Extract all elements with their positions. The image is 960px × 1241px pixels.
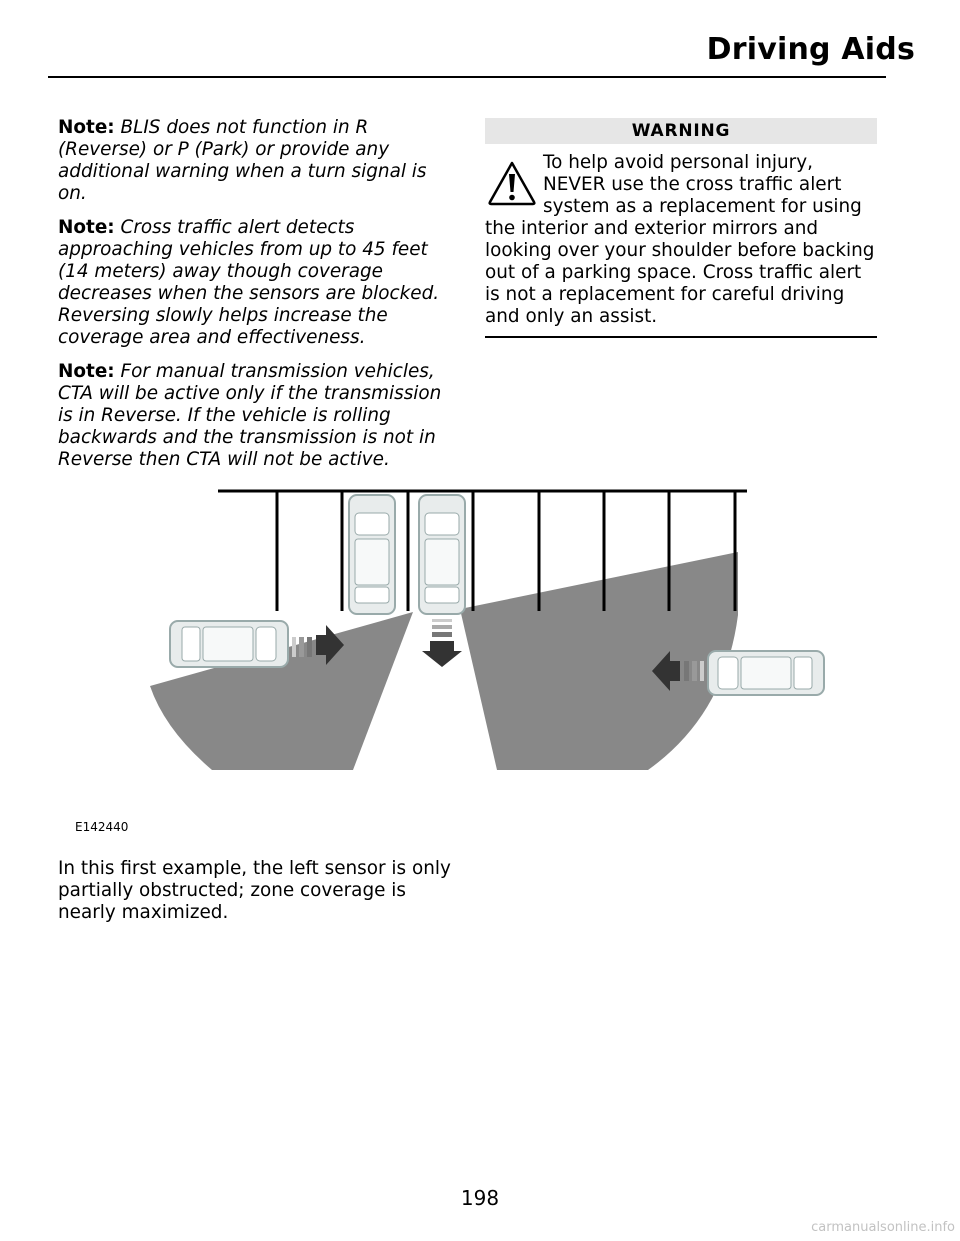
note-label: Note: bbox=[58, 361, 115, 382]
figure-id: E142440 bbox=[75, 820, 129, 834]
title-divider bbox=[48, 76, 886, 78]
note-paragraph bbox=[58, 217, 450, 349]
note-text: For manual transmission vehicles, CTA will be active only if the transmission is in Reverse. If the vehicle is rolling backwards and the transmission is not in Reverse then CTA will not be active. bbox=[58, 361, 442, 470]
parked-car bbox=[349, 495, 395, 614]
warning-triangle-icon bbox=[487, 160, 537, 206]
warning-heading: WARNING bbox=[485, 118, 877, 144]
warning-box bbox=[485, 118, 877, 338]
cross-traffic-alert-diagram bbox=[140, 475, 840, 785]
note-label: Note: bbox=[58, 217, 115, 238]
approaching-car-left bbox=[170, 621, 288, 667]
note-paragraph bbox=[58, 117, 450, 205]
page-title: Driving Aids bbox=[706, 32, 915, 67]
reversing-car bbox=[419, 495, 465, 614]
notes-column bbox=[58, 117, 450, 483]
note-label: Note: bbox=[58, 117, 115, 138]
approaching-car-right bbox=[708, 651, 824, 695]
warning-text: To help avoid personal injury, NEVER use the cross traffic alert system as a replacement for using the interior and exterior mirrors and looking over your shoulder before backing out of a parking space. Cross traffic alert is not a replacement for careful driving and only an assist. bbox=[485, 152, 875, 327]
page-number: 198 bbox=[460, 1186, 500, 1210]
warning-body bbox=[485, 152, 877, 328]
note-text: BLIS does not function in R (Reverse) or P (Park) or provide any additional warning when a turn signal is on. bbox=[58, 117, 427, 204]
reverse-arrow bbox=[422, 619, 462, 667]
caption: In this first example, the left sensor is only partially obstructed; zone coverage is nearly maximized. bbox=[58, 858, 451, 923]
warning-divider bbox=[485, 336, 877, 338]
parking-lines bbox=[218, 491, 747, 611]
watermark[interactable]: carmanualsonline.info bbox=[811, 1220, 955, 1235]
note-text: Cross traffic alert detects approaching vehicles from up to 45 feet (14 meters) away though coverage decreases when the sensors are blocked. Reversing slowly helps increase the coverage area and effectiveness. bbox=[58, 217, 440, 348]
note-paragraph bbox=[58, 361, 450, 471]
